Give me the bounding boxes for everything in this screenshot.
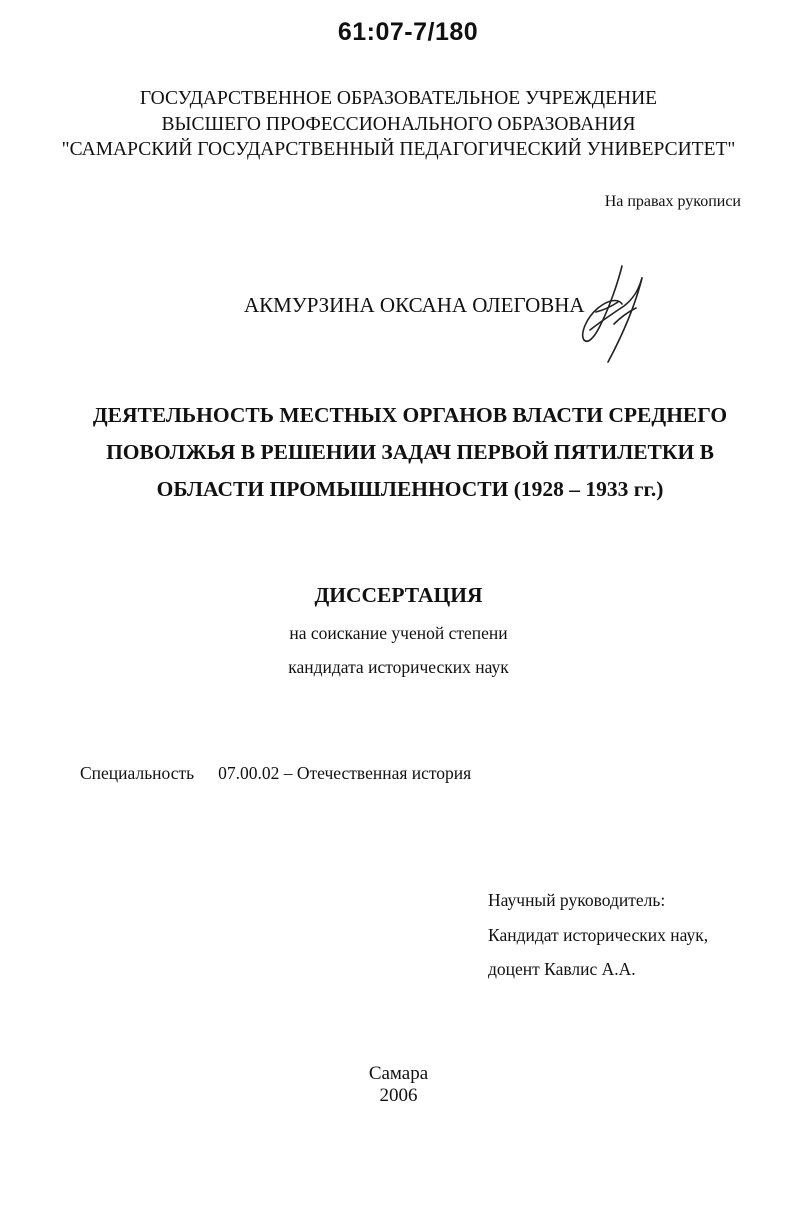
- title-line-1: ДЕЯТЕЛЬНОСТЬ МЕСТНЫХ ОРГАНОВ ВЛАСТИ СРЕДНЕГО: [92, 403, 728, 427]
- archive-code: 61:07-7/180: [337, 18, 479, 46]
- degree-line-2: кандидата исторических наук: [288, 657, 509, 677]
- supervisor-line-1: Научный руководитель:: [488, 890, 666, 910]
- specialty-line: [80, 763, 471, 784]
- title-line-2: ПОВОЛЖЬЯ В РЕШЕНИИ ЗАДАЧ ПЕРВОЙ ПЯТИЛЕТКИ В: [106, 440, 714, 464]
- rights-note: На правах рукописи: [604, 193, 741, 210]
- degree-line-1: на соискание ученой степени: [289, 623, 508, 643]
- signature-image: [578, 262, 650, 364]
- institution-line-2: ВЫСШЕГО ПРОФЕССИОНАЛЬНОГО ОБРАЗОВАНИЯ: [161, 114, 636, 135]
- institution-line-1: ГОСУДАРСТВЕННОЕ ОБРАЗОВАТЕЛЬНОЕ УЧРЕЖДЕНИЕ: [139, 88, 658, 109]
- specialty-value: 07.00.02 – Отечественная история: [218, 763, 472, 783]
- specialty-label: Специальность: [80, 763, 195, 783]
- title-line-3: ОБЛАСТИ ПРОМЫШЛЕННОСТИ (1928 – 1933 гг.): [156, 477, 664, 501]
- dissertation-title: [60, 397, 760, 508]
- author-name: АКМУРЗИНА ОКСАНА ОЛЕГОВНА: [244, 293, 585, 317]
- institution-line-3: "САМАРСКИЙ ГОСУДАРСТВЕННЫЙ ПЕДАГОГИЧЕСКИЙ УНИВЕРСИТЕТ": [61, 139, 736, 160]
- supervisor-line-2: Кандидат исторических наук,: [488, 925, 709, 945]
- city: Самара: [368, 1063, 429, 1084]
- supervisor-line-3: доцент Кавлис А.А.: [488, 959, 636, 979]
- work-type-heading: ДИССЕРТАЦИЯ: [314, 583, 483, 607]
- year: 2006: [379, 1085, 418, 1106]
